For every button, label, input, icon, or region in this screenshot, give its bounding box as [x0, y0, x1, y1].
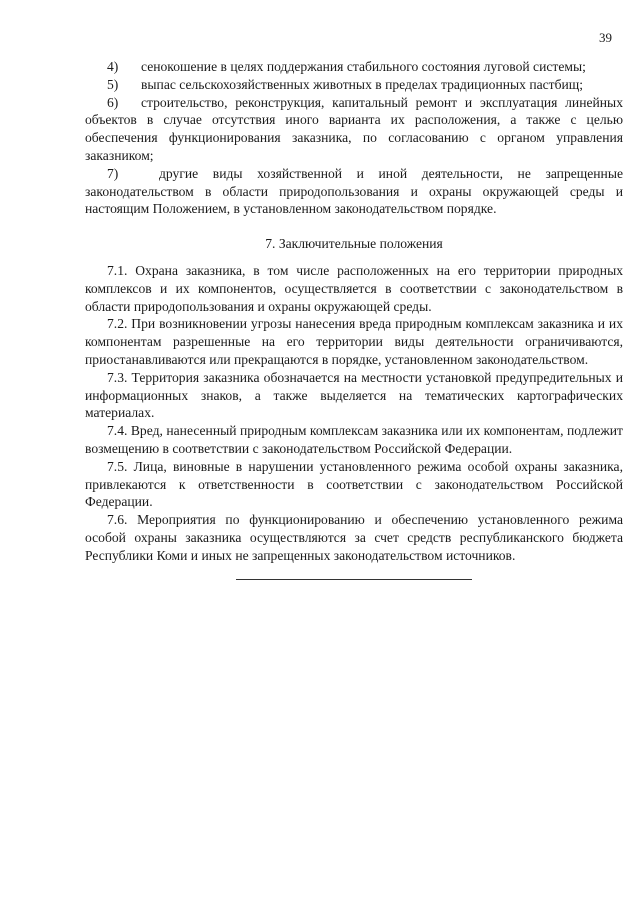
paragraph: 7.4. Вред, нанесенный природным комплексам заказника или их компонентам, подлежит возмещению в соответствии с законодательством Российской Федерации.: [85, 423, 623, 456]
list-item-text: другие виды хозяйственной и иной деятельности, не запрещенные законодательством в области природопользования и охраны окружающей среды и настоящим Положением, в установленном законодательством порядке.: [85, 165, 623, 217]
list-item-number: 4): [107, 59, 119, 74]
list-item: [85, 94, 623, 165]
section-heading: 7. Заключительные положения: [265, 236, 443, 252]
list-item-number: 5): [107, 76, 119, 92]
paragraph: 7.3. Территория заказника обозначается на местности установкой предупредительных и информационных знаков, а также выделяется на тематических картографических материалах.: [85, 369, 623, 421]
list-item: [85, 58, 623, 76]
paragraph: 7.6. Мероприятия по функционированию и обеспечению установленного режима особой охраны заказника осуществляются за счет средств республиканского бюджета Республики Коми и иных не запрещенных законодательством источников.: [85, 512, 623, 563]
paragraph: 7.2. При возникновении угрозы нанесения вреда природным комплексам заказника и их компонентам разрешенные на его территории виды деятельности ограничиваются, приостанавливаются или прекращаются в порядке, установленном законодательством.: [85, 316, 623, 367]
list-item: [85, 165, 623, 218]
list-item-number: 6): [107, 94, 119, 110]
paragraph: 7.5. Лица, виновные в нарушении установленного режима особой охраны заказника, привлекаются к ответственности в соответствии с законодательством Российской Федерации.: [85, 458, 623, 510]
page-number: 39: [599, 30, 612, 45]
list-item: [85, 76, 623, 94]
document-body: [85, 58, 623, 580]
list-item-text: строительство, реконструкция, капитальный ремонт и эксплуатация линейных объектов в случае отсутствия иного варианта их расположения, а также с целью обеспечения функционирования заказника, по согласованию с органом управления заказником;: [85, 94, 623, 163]
paragraph: 7.1. Охрана заказника, в том числе расположенных на его территории природных комплексов и их компонентов, осуществляется в соответствии с законодательством в области природопользования и охраны окружающей среды.: [85, 262, 623, 314]
list-item-text: выпас сельскохозяйственных животных в пределах традиционных пастбищ;: [141, 76, 584, 92]
list-item-text: сенокошение в целях поддержания стабильного состояния луговой системы;: [141, 59, 586, 74]
closing-rule: [236, 579, 472, 580]
list-item-number: 7): [107, 165, 119, 181]
